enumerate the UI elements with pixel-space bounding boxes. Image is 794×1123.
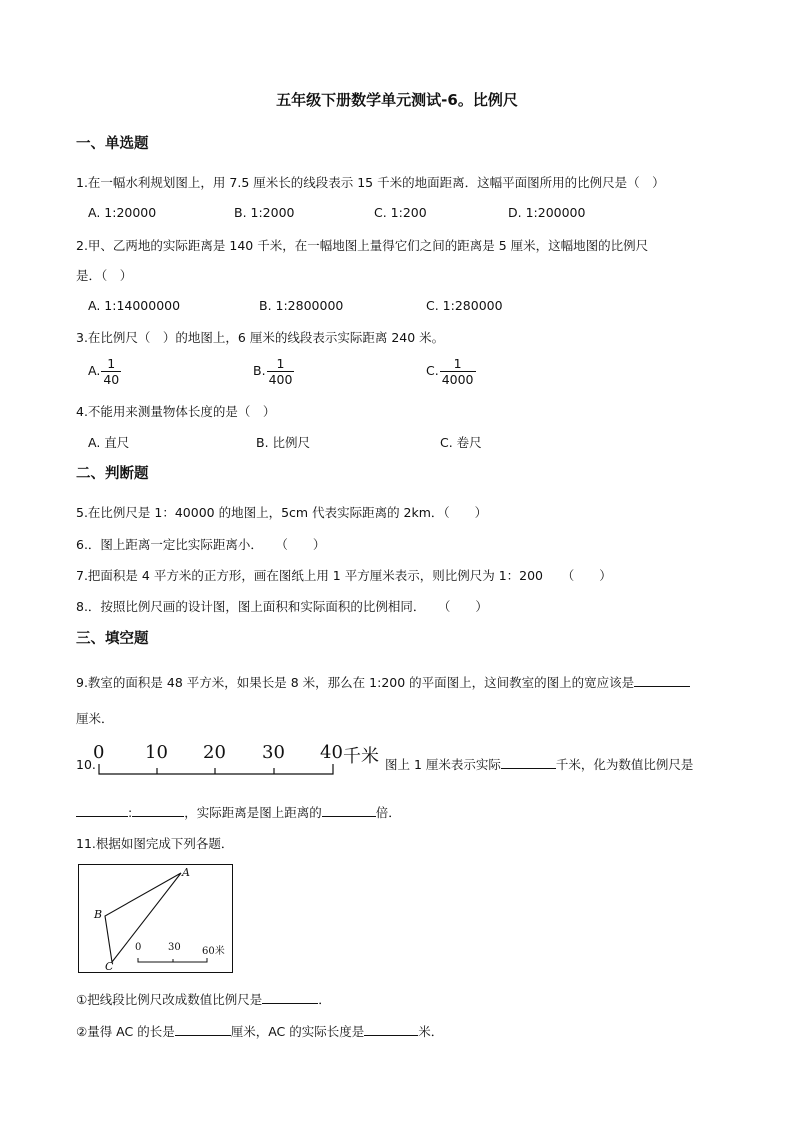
page-title: 五年级下册数学单元测试-6。比例尺	[276, 91, 518, 109]
point-label-c: C	[105, 960, 114, 973]
q1-option-a[interactable]: A. 1:20000	[88, 205, 157, 220]
fraction: $\frac{1}{4000}$	[441, 356, 474, 387]
section-heading-single-choice: 一、单选题	[76, 136, 149, 152]
scale-unit: 千米	[343, 746, 379, 767]
q2-option-c[interactable]: C. 1:280000	[426, 298, 503, 313]
question-7: 7.把面积是 4 平方米的正方形，画在图纸上用 1 平方厘米表示，则比例尺为 1：200 （ ）	[76, 568, 612, 583]
figure-scale-label: 30	[168, 942, 181, 953]
q2-option-a[interactable]: A. 1:14000000	[88, 298, 181, 313]
scale-label: 30	[262, 742, 285, 763]
q3-option-b[interactable]: B. $\frac{1}{400}$	[253, 356, 293, 387]
line-scale-figure	[93, 742, 393, 778]
scale-label: 20	[203, 742, 226, 763]
q1-option-d[interactable]: D. 1:200000	[508, 205, 586, 220]
figure-scale-label: 0	[135, 942, 142, 953]
answer-blank[interactable]	[322, 804, 376, 817]
point-label-b: B	[94, 908, 103, 921]
section-heading-fill-blank: 三、填空题	[76, 631, 149, 647]
scale-bar-icon	[93, 742, 393, 778]
scale-label: 10	[145, 742, 168, 763]
question-10-line-2: : ，实际距离是图上距离的 倍．	[76, 803, 401, 821]
fraction: $\frac{1}{400}$	[268, 356, 293, 387]
q1-option-b[interactable]: B. 1:2000	[234, 205, 295, 220]
q3-option-a[interactable]: A. $\frac{1}{40}$	[88, 356, 120, 387]
scale-label: 40	[320, 742, 343, 763]
question-3: 3.在比例尺（ ）的地图上，6 厘米的线段表示实际距离 240 米。	[76, 330, 445, 345]
q4-option-b[interactable]: B. 比例尺	[256, 435, 311, 450]
section-heading-true-false: 二、判断题	[76, 466, 149, 482]
q4-option-a[interactable]: A. 直尺	[88, 435, 130, 450]
question-1: 1.在一幅水利规划图上，用 7.5 厘米长的线段表示 15 千米的地面距离．这幅平面图所用的比例尺是（ ）	[76, 175, 665, 190]
point-label-a: A	[182, 866, 190, 879]
question-8: 8.．按照比例尺画的设计图，图上面积和实际面积的比例相同． （ ）	[76, 599, 488, 614]
answer-blank[interactable]	[634, 674, 690, 687]
answer-blank[interactable]	[364, 1023, 418, 1036]
q2-option-b[interactable]: B. 1:2800000	[259, 298, 344, 313]
question-9-line-1: 9.教室的面积是 48 平方米，如果长是 8 米，那么在 1:200 的平面图上，这间教室的图上的宽应该是	[76, 673, 690, 691]
scale-label: 0	[93, 742, 105, 763]
question-5: 5.在比例尺是 1：40000 的地图上，5cm 代表实际距离的 2km．（ ）	[76, 505, 488, 520]
answer-blank[interactable]	[501, 756, 556, 769]
answer-blank[interactable]	[132, 804, 184, 817]
answer-blank[interactable]	[76, 804, 128, 817]
q4-option-c[interactable]: C. 卷尺	[440, 435, 482, 450]
answer-blank[interactable]	[175, 1023, 231, 1036]
question-2-line-1: 2.甲、乙两地的实际距离是 140 千米，在一幅地图上量得它们之间的距离是 5 厘米，这幅地图的比例尺	[76, 238, 649, 253]
q3-option-c[interactable]: C. $\frac{1}{4000}$	[426, 356, 474, 387]
question-4: 4.不能用来测量物体长度的是（ ）	[76, 404, 276, 419]
triangle-figure	[78, 864, 234, 974]
q1-option-c[interactable]: C. 1:200	[374, 205, 427, 220]
question-10-number: 10.	[76, 757, 96, 772]
question-9-line-2: 厘米．	[76, 711, 114, 726]
question-6: 6.．图上距离一定比实际距离小． （ ）	[76, 537, 326, 552]
question-11-sub-2: ②量得 AC 的长是 厘米，AC 的实际长度是 米．	[76, 1024, 444, 1039]
question-2-line-2: 是．（ ）	[76, 268, 133, 283]
fraction: $\frac{1}{40}$	[103, 356, 120, 387]
question-10-text: 图上 1 厘米表示实际 千米，化为数值比例尺是	[385, 757, 694, 772]
figure-scale-label: 60米	[202, 946, 225, 957]
question-11-sub-1: ①把线段比例尺改成数值比例尺是 ．	[76, 992, 331, 1007]
answer-blank[interactable]	[262, 991, 318, 1004]
question-11: 11.根据如图完成下列各题．	[76, 836, 234, 851]
